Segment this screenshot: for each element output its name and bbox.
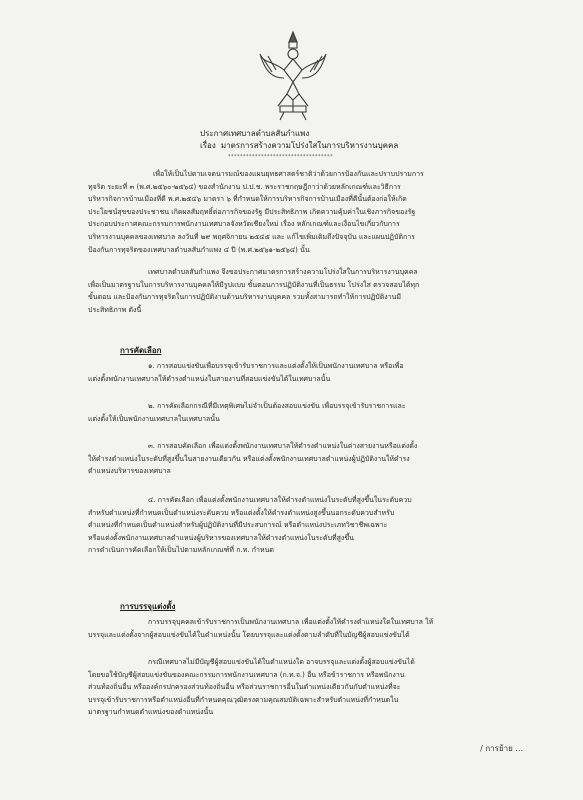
- paragraph-line: บริหารกิจการบ้านเมืองที่ดี พ.ศ.๒๕๔๖ มาตรา ๖ ที่กำหนดให้การบริหารกิจการบ้านเมืองที่ดีนั้นต้องก่อให้เกิด: [88, 195, 407, 204]
- paragraph-line: ตำแหน่งบริหารของเทศบาล: [88, 467, 171, 476]
- paragraph-line: ส่วนท้องถิ่นอื่น หรือองค์กรปกครองส่วนท้องถิ่นอื่น หรือส่วนราชการอื่นในตำแหน่งเดียวกันกับตำแหน่งที่จะ: [88, 683, 401, 692]
- subject-line: [200, 140, 398, 151]
- paragraph-line: เพื่อเป็นมาตรฐานในการบริหารงานบุคคลให้มีรูปแบบ ขั้นตอนการปฏิบัติงานที่เป็นธรรม โปร่งใส ตรวจสอบได้ทุก: [88, 280, 420, 289]
- subject-label: เรื่อง: [200, 141, 216, 150]
- paragraph-line: บริหารงานบุคคลของเทศบาล ลงวันที่ ๒๙ พฤศจิกายน ๒๕๔๕ และ แก้ไขเพิ่มเติมถึงปัจจุบัน และแผนปฏิบัติการ: [88, 232, 415, 241]
- title-separator: ***********************************: [228, 154, 333, 160]
- paragraph-line: บรรจุและแต่งตั้งจากผู้สอบแข่งขันได้ในตำแหน่งนั้น โดยบรรจุและแต่งตั้งตามลำดับที่ในบัญชีผู้สอบแข่งขันได้: [88, 630, 410, 639]
- paragraph-line: แต่งตั้งพนักงานเทศบาลให้ดำรงตำแหน่งในสายงานที่สอบแข่งขันได้ในเทศบาลนั้น: [88, 374, 331, 383]
- paragraph-line: เพื่อให้เป็นไปตามเจตนารมณ์ของแผนยุทธศาสตร์ชาติว่าด้วยการป้องกันและปราบปรามการ: [153, 170, 424, 178]
- paragraph-line: บรรจุเข้ารับราชการหรือตำแหน่งอื่นที่กำหนดคุณวุฒิตรงตามคุณสมบัติเฉพาะสำหรับตำแหน่งที่กำหนดใน: [88, 695, 399, 704]
- intro-paragraph: [88, 168, 543, 256]
- paragraph-line: สำหรับตำแหน่งที่กำหนดเป็นตำแหน่งระดับควบ หรือแต่งตั้งให้ดำรงตำแหน่งสูงขึ้นนอกระดับควบสำหรับ: [88, 508, 395, 517]
- paragraph-line: การบรรจุบุคคลเข้ารับราชการเป็นพนักงานเทศบาล เพื่อแต่งตั้งให้ดำรงตำแหน่งใดในเทศบาล ให้: [148, 618, 434, 626]
- selection-item-2: [88, 400, 543, 425]
- section-heading-appointment: การบรรจุแต่งตั้ง: [120, 602, 176, 611]
- selection-item-1: [88, 360, 543, 385]
- paragraph-line: เทศบาลตำบลสันกำแพง จึงขอประกาศมาตรการสร้างความโปร่งใสในการบริหารงานบุคคล: [148, 268, 418, 276]
- paragraph-line: หรือแต่งตั้งพนักงานเทศบาลตำแหน่งผู้บริหารของเทศบาลให้ดำรงตำแหน่งในระดับที่สูงขึ้น: [88, 533, 354, 542]
- document-title: ประกาศเทศบาลตำบลสันกำแพง: [200, 129, 310, 138]
- paragraph-line: การดำเนินการคัดเลือกให้เป็นไปตามหลักเกณฑ์ที่ ก.ท. กำหนด: [88, 546, 274, 555]
- garuda-emblem-icon: [258, 30, 328, 122]
- subject-text: มาตรการสร้างความโปร่งใสในการบริหารงานบุคคล: [220, 141, 399, 150]
- paragraph-line: ทุจริต ระยะที่ ๓ (พ.ศ.๒๕๖๐-๒๕๖๔) ของสำนักงาน ป.ป.ช. พระราชกฤษฎีกาว่าด้วยหลักเกณฑ์และวิธีการ: [88, 182, 401, 191]
- paragraph-line: แต่งตั้งให้เป็นพนักงานเทศบาลในเทศบาลนั้น: [88, 414, 220, 423]
- paragraph-line: ๓. การสอบคัดเลือก เพื่อแต่งตั้งพนักงานเทศบาลให้ดำรงตำแหน่งในต่างสายงานหรือแต่งตั้ง: [148, 442, 418, 450]
- paragraph-line: มาตรฐานกำหนดตำแหน่งของตำแหน่งนั้น: [88, 708, 214, 717]
- appointment-paragraph-1: [88, 616, 543, 641]
- selection-item-3: [88, 440, 543, 478]
- paragraph-line: ตำแหน่งที่กำหนดเป็นตำแหน่งสำหรับผู้ปฏิบัติงานที่มีประสบการณ์ หรือตำแหน่งประเภทวิชาชีพเฉพาะ: [88, 521, 388, 530]
- continuation-note: / การย้าย ...: [480, 744, 523, 753]
- paragraph-line: ป้องกันการทุจริตของเทศบาลตำบลสันกำแพง ๔ ปี (พ.ศ.๒๕๖๑-๒๕๖๔) นั้น: [88, 245, 310, 254]
- paragraph-line: ประสิทธิภาพ ดังนี้: [88, 305, 142, 314]
- paragraph-line: ประกอบประกาศคณะกรรมการพนักงานเทศบาลจังหวัดเชียงใหม่ เรื่อง หลักเกณฑ์และเงื่อนไขเกี่ยวกับการ: [88, 220, 400, 229]
- paragraph-line: กรณีเทศบาลไม่มีบัญชีผู้สอบแข่งขันได้ในตำแหน่งใด อาจบรรจุและแต่งตั้งผู้สอบแข่งขันได้: [148, 658, 415, 666]
- paragraph-line: โดยขอใช้บัญชีผู้สอบแข่งขันของคณะกรรมการพนักงานเทศบาล (ก.ท.จ.) อื่น หรือข้าราชการ หรือพนักงาน: [88, 670, 405, 679]
- paragraph-line: ประโยชน์สุขของประชาชน เกิดผลสัมฤทธิ์ต่อภารกิจของรัฐ มีประสิทธิภาพ เกิดความคุ้มค่าในเชิงภารกิจของรัฐ: [88, 207, 416, 216]
- paragraph-line: ๑. การสอบแข่งขันเพื่อบรรจุเข้ารับราชการและแต่งตั้งให้เป็นพนักงานเทศบาล หรือเพื่อ: [148, 362, 404, 370]
- appointment-paragraph-2: [88, 656, 543, 719]
- paragraph-line: ให้ดำรงตำแหน่งในระดับที่สูงขึ้นในสายงานเดียวกัน หรือแต่งตั้งพนักงานเทศบาลตำแหน่งผู้ปฏิบัติงานให้ดำรง: [88, 454, 410, 463]
- paragraph-line: ขั้นตอน และป้องกันการทุจริตในการปฏิบัติงานด้านบริหารงานบุคคล รวมทั้งสามารถทำให้การปฏิบัติงานมี: [88, 293, 402, 302]
- section-heading-selection: การคัดเลือก: [120, 346, 162, 355]
- paragraph-line: ๒. การคัดเลือกกรณีที่มีเหตุพิเศษไม่จำเป็นต้องสอบแข่งขัน เพื่อบรรจุเข้ารับราชการและ: [148, 402, 406, 410]
- intro-paragraph-2: [88, 266, 543, 316]
- selection-item-4: [88, 494, 543, 557]
- paragraph-line: ๔. การคัดเลือก เพื่อแต่งตั้งพนักงานเทศบาลให้ดำรงตำแหน่งในระดับที่สูงขึ้นในระดับควบ: [148, 496, 412, 504]
